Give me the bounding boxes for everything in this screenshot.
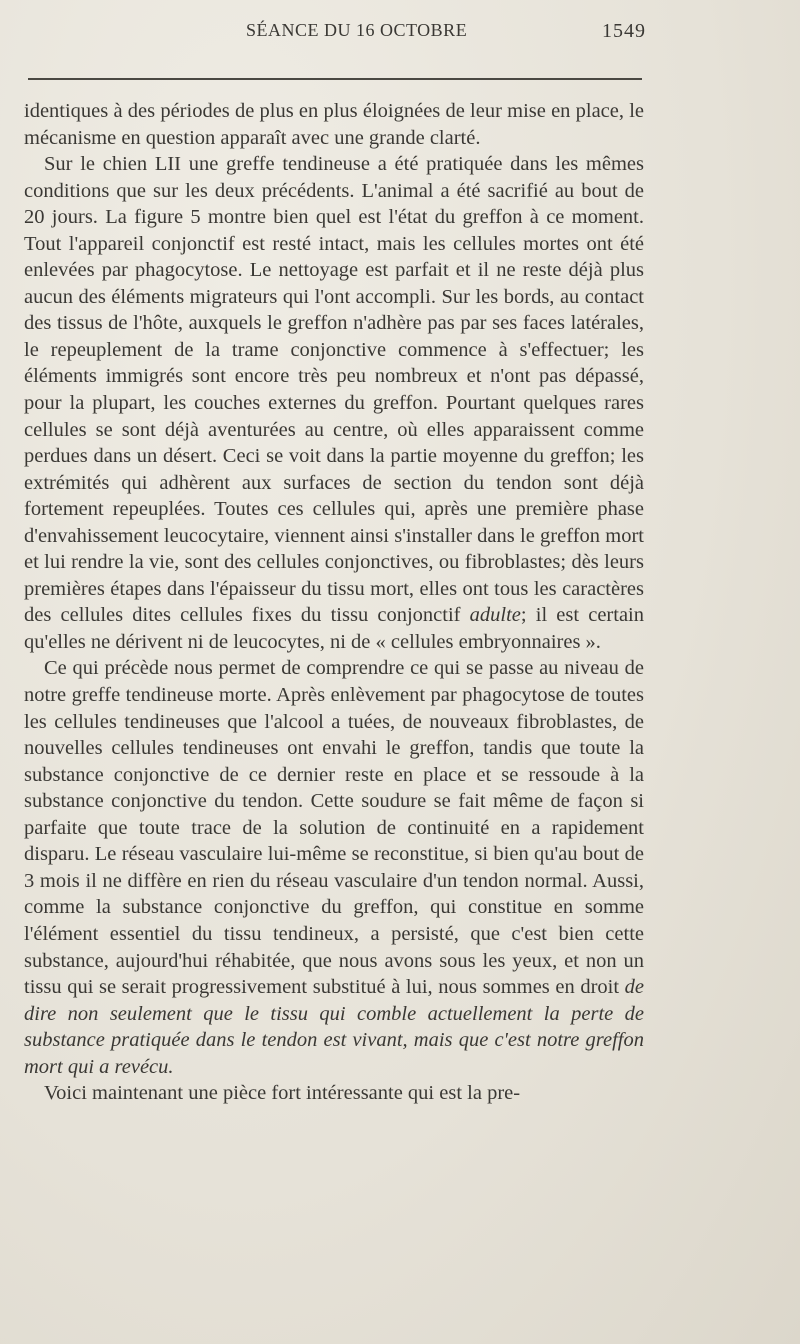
paragraph-3-text: Ce qui précède nous permet de comprendre ce qui se passe au niveau de notre greffe tendineuse morte. Après enlèvement par phagocytose de toutes les cellules tendineuses que l'alcool a tuées, de nouveaux fibroblastes, de nouvelles cellules tendineuses ont envahi le greffon, tandis que toute la substance conjonctive de ce dernier reste en place et se ressoude à la substance conjonctive du tendon. Cette soudure se fait même de façon si parfaite que toute trace de la solution de continuité en a rapidement disparu. Le réseau vasculaire lui-même se reconstitue, si bien qu'au bout de 3 mois il ne diffère en rien du réseau vasculaire d'un tendon normal. Aussi, comme la substance conjonctive du greffon, qui constitue en somme l'élément essentiel du tissu tendineux, a persisté, que c'est bien cette substance, aujourd'hui réhabitée, que nous avons sous les yeux, et non un tissu qui se serait progressivement substitué à lui, nous sommes en droit — [24, 657, 644, 999]
paragraph-2-text: Sur le chien LII une greffe tendineuse a été pratiquée dans les mêmes conditions que sur les deux précédents. L'animal a été sacrifié au bout de 20 jours. La figure 5 montre bien quel est l'état du greffon à ce moment. Tout l'appareil conjonctif est resté intact, mais les cellules mortes ont été enlevées par phagocytose. Le nettoyage est parfait et il ne reste déjà plus aucun des éléments migrateurs qui l'ont accompli. Sur les bords, au contact des tissus de l'hôte, auxquels le greffon n'adhère pas par ses faces latérales, le repeuplement de la trame conjonctive commence à s'effectuer; les éléments immigrés sont encore très peu nombreux et n'ont pas dépassé, pour la plupart, les couches externes du greffon. Pourtant quelques rares cellules se sont déjà aventurées au centre, où elles apparaissent comme perdues dans un désert. Ceci se voit dans la partie moyenne du greffon; les extrémités qui adhèrent aux surfaces de section du tendon sont déjà fortement repeuplées. Toutes ces cellules qui, après une première phase d'envahissement leucocytaire, viennent ainsi s'installer dans le greffon mort et lui rendre la vie, sont des cellules conjonctives, ou fibroblastes; dès leurs premières étapes dans l'épaisseur du tissu mort, elles ont tous les caractères des cellules dites cellules fixes du tissu conjonctif — [24, 153, 644, 627]
paragraph-1-text: identiques à des périodes de plus en plus éloignées de leur mise en place, le mécanisme en question apparaît avec une grande clarté. — [24, 100, 644, 149]
running-header — [24, 18, 644, 50]
paragraph-3 — [24, 655, 644, 1080]
paragraph-1 — [24, 98, 644, 151]
document-page — [24, 18, 646, 1105]
paragraph-4 — [24, 1080, 644, 1107]
body-text — [24, 98, 644, 1107]
paragraph-2 — [24, 151, 644, 655]
page-number: 1549 — [602, 20, 646, 42]
header-rule — [28, 78, 642, 80]
paragraph-4-text: Voici maintenant une pièce fort intéressante qui est la pre- — [44, 1082, 521, 1105]
paragraph-2-after: ; il est certain qu'elles ne dérivent ni de leucocytes, ni de « cellules embryonnaires ». — [24, 604, 645, 653]
header-title: SÉANCE DU 16 OCTOBRE — [246, 20, 468, 40]
paragraph-2-italic: adulte — [469, 604, 521, 627]
paragraph-3-italic: de dire non seulement que le tissu qui comble actuellement la perte de substance pratiquée dans le tendon est vivant, mais que c'est notre greffon mort qui a revécu. — [24, 976, 644, 1078]
